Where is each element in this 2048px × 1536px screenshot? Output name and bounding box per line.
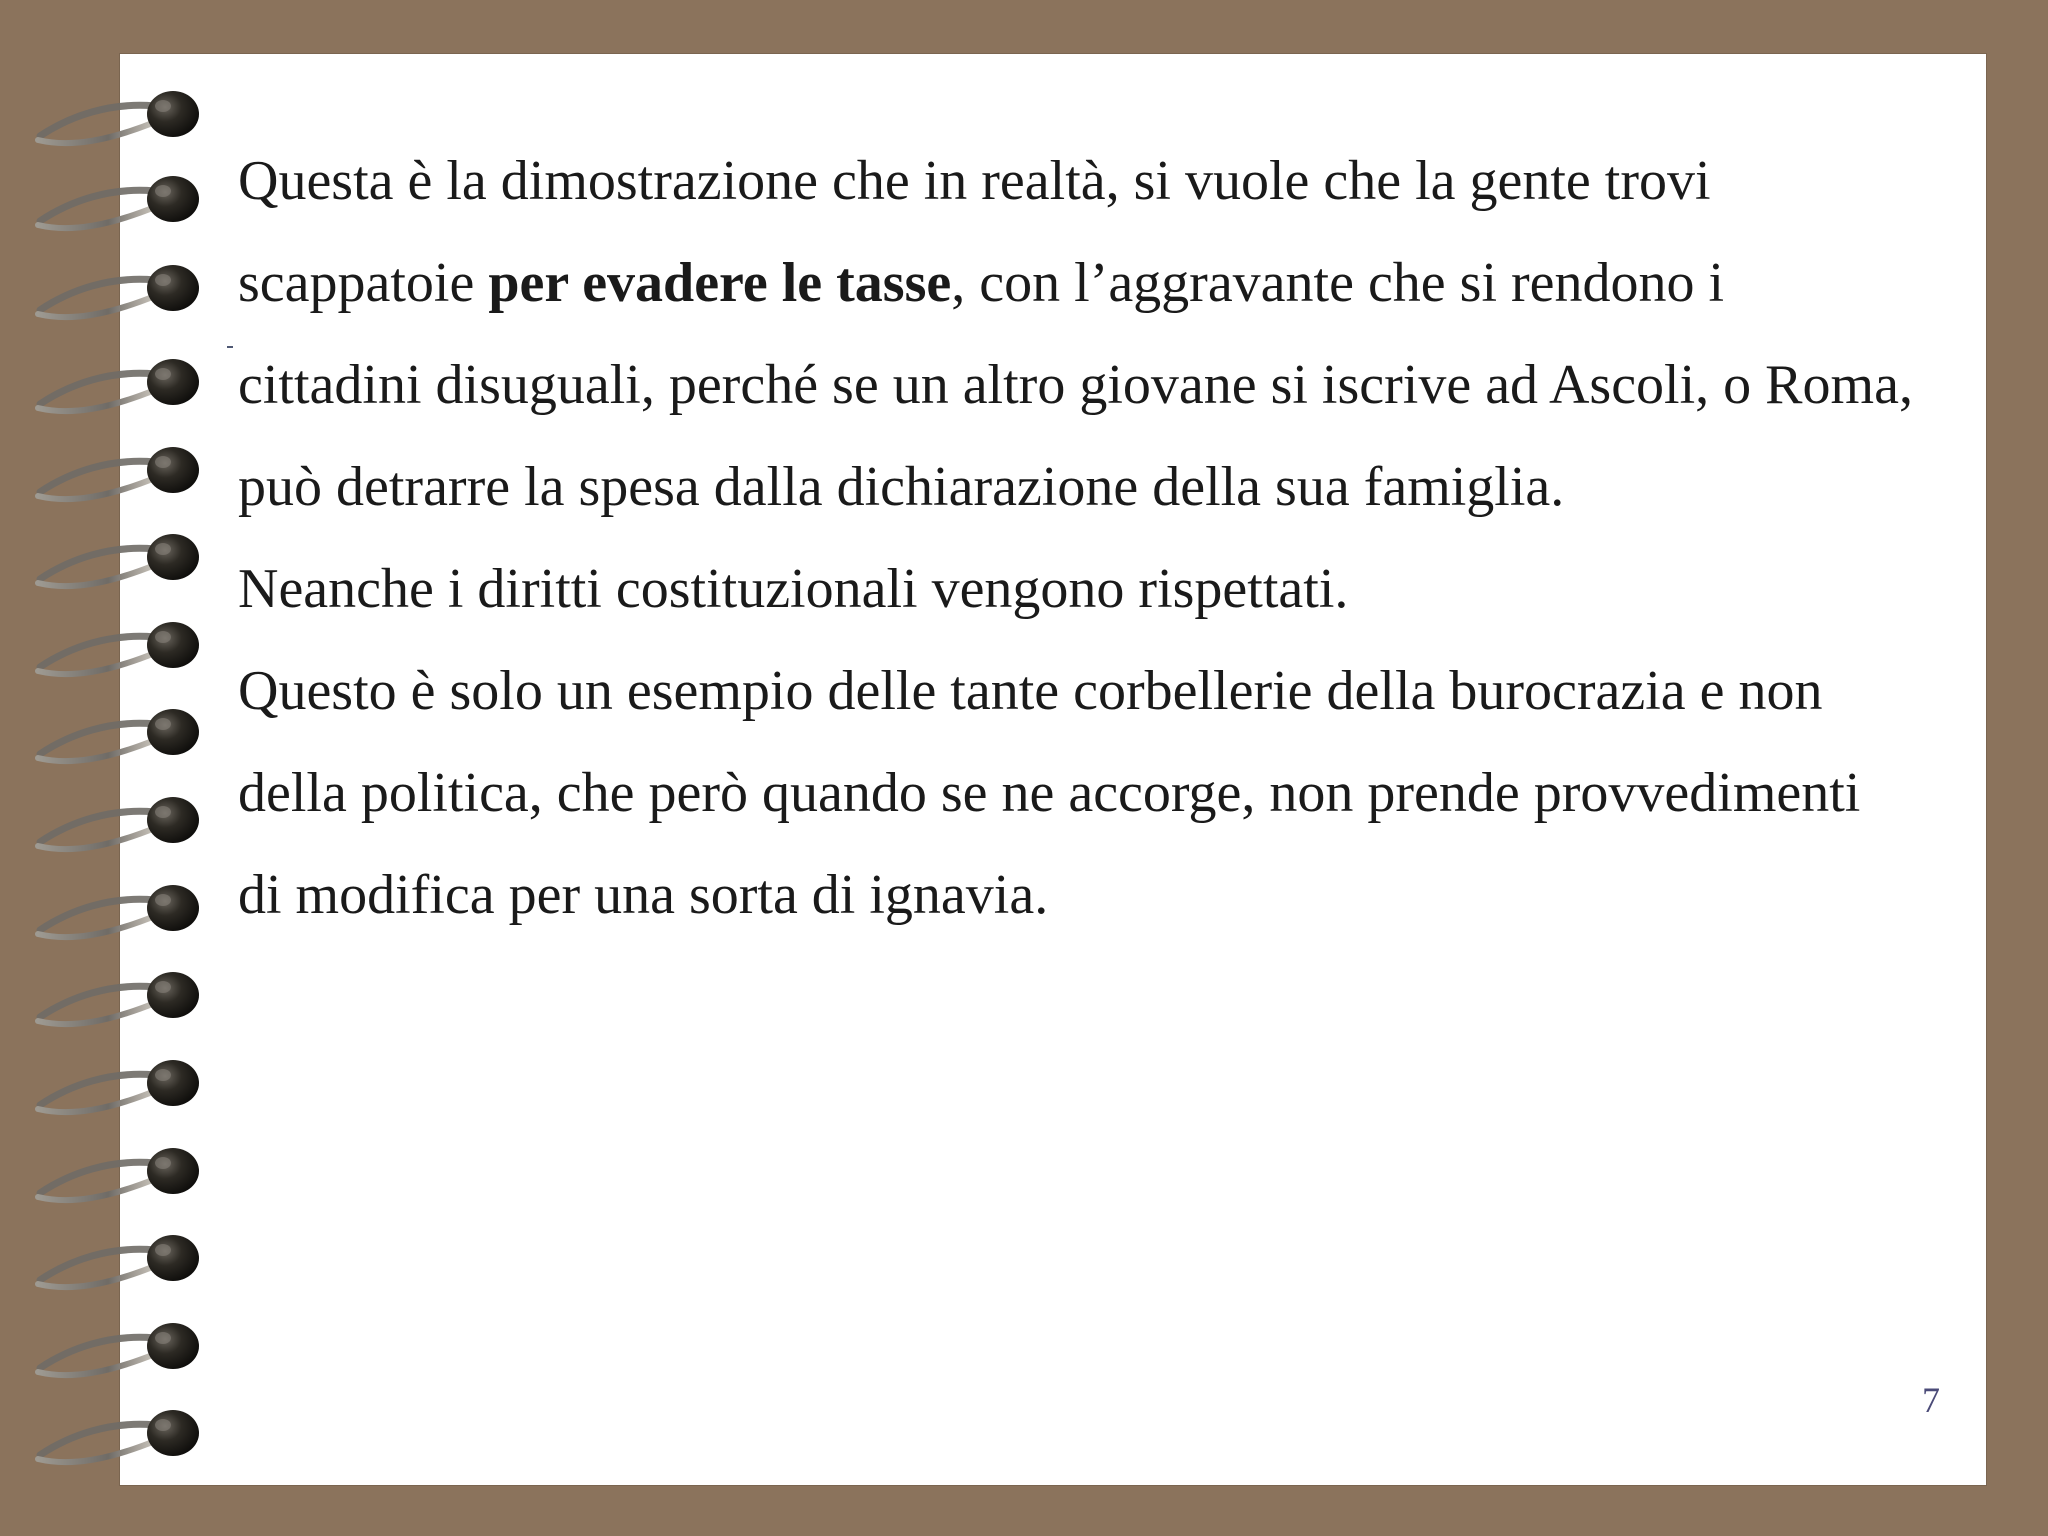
spiral-ring-icon — [38, 709, 199, 761]
text-line — [238, 436, 1968, 538]
text-line — [238, 538, 1968, 640]
text-run: Questa è la dimostrazione che in realtà, si vuole che la gente trovi — [238, 150, 1711, 212]
spiral-binding-icon — [0, 0, 230, 1536]
text-run: Neanche i diritti costituzionali vengono rispettati. — [238, 558, 1349, 620]
text-run: Questo è solo un esempio delle tante corbellerie della burocrazia e non — [238, 660, 1823, 722]
text-line — [238, 742, 1968, 844]
spiral-ring-icon — [38, 1410, 199, 1462]
spiral-ring-icon — [38, 1148, 199, 1200]
spiral-ring-icon — [38, 1060, 199, 1112]
page-number: 7 — [1922, 1380, 1940, 1420]
text-run: , con l’aggravante che si rendono i — [951, 252, 1725, 314]
spiral-ring-icon — [38, 359, 199, 411]
spiral-ring-icon — [38, 447, 199, 499]
text-run: della politica, che però quando se ne accorge, non prende provvedimenti — [238, 762, 1861, 824]
slide-body-text — [238, 130, 1968, 946]
text-run: cittadini disuguali, perché se un altro giovane si iscrive ad Ascoli, o Roma, — [238, 354, 1913, 416]
spiral-ring-icon — [38, 1235, 199, 1287]
text-run: può detrarre la spesa dalla dichiarazione della sua famiglia. — [238, 456, 1565, 518]
text-run: di modifica per una sorta di ignavia. — [238, 864, 1049, 926]
spiral-ring-icon — [38, 176, 199, 228]
spiral-ring-icon — [38, 972, 199, 1024]
text-line — [238, 232, 1968, 334]
bold-text-run: per evadere le tasse — [488, 252, 952, 314]
text-line — [238, 640, 1968, 742]
spiral-ring-icon — [38, 1323, 199, 1375]
text-run: scappatoie — [238, 252, 489, 314]
text-line — [238, 334, 1968, 436]
spiral-ring-icon — [38, 91, 199, 143]
spiral-ring-icon — [38, 885, 199, 937]
spiral-ring-icon — [38, 265, 199, 317]
spiral-ring-icon — [38, 622, 199, 674]
spiral-ring-icon — [38, 797, 199, 849]
text-line — [238, 130, 1968, 232]
spiral-ring-icon — [38, 534, 199, 586]
text-line — [238, 844, 1968, 946]
small-mark — [227, 346, 233, 348]
